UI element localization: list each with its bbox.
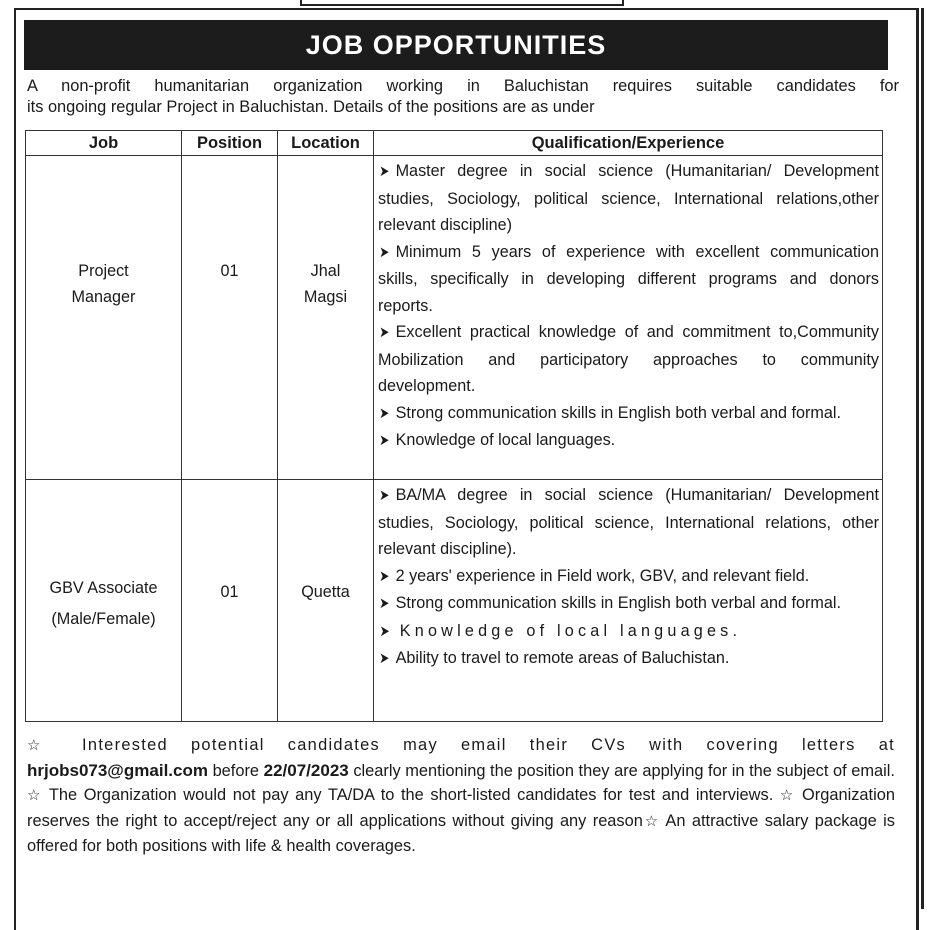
arrow-bullet-icon: ➤ [379,595,390,612]
instructions-text: Interested potential candidates may email their CVs with covering letters at [82,736,896,754]
instructions-text: before [212,761,260,780]
list-item-text: Knowledge of local languages. [395,431,616,449]
instructions-line-1 [27,733,895,759]
arrow-bullet-icon: ➤ [379,243,390,261]
list-item [378,645,879,673]
star-outline-icon: ☆ [27,737,59,754]
page-title [24,20,888,70]
header-position: Position [182,131,278,156]
job-title-line: GBV Associate [49,578,158,597]
list-item-text: Ability to travel to remote areas of Baluchistan. [395,649,730,667]
list-item-text: Excellent practical knowledge of and commitment to,Community Mobilization and participatory approaches to community development. [378,323,879,395]
list-item [378,427,879,455]
list-item-text: Minimum 5 years of experience with excellent communication skills, specifically in developing different programs and donors reports. [378,242,879,315]
intro-line-1: A non-profit humanitarian organization working in Baluchistan requires suitable candidates for [27,77,899,95]
contact-email: hrjobs073@gmail.com [27,760,208,780]
list-item [378,618,879,646]
qualification-cell [374,156,883,480]
arrow-bullet-icon: ➤ [379,650,390,667]
job-title-line: Manager [71,287,136,306]
job-title-cell [26,156,182,480]
positions-table [25,130,883,722]
table-row [26,156,883,480]
list-item-text: BA/MA degree in social science (Humanitarian/ Development studies, Sociology, political science, International relations, other relevant discipline). [378,486,879,558]
list-item-text: 2 years' experience in Field work, GBV, and relevant field. [395,566,810,585]
header-location: Location [278,131,374,156]
instructions-text: An attractive salary package is offered for both positions with life & health coverages. [27,811,895,856]
header-job: Job [26,131,182,156]
star-outline-icon: ☆ [642,812,660,830]
job-title-cell [26,480,182,722]
list-item [378,400,879,428]
position-count: 01 [220,261,239,280]
instructions-text: Organization reserves the right to accept/reject any or all applications without giving any reason [27,786,895,830]
page-title-text: JOB OPPORTUNITIES [305,29,607,60]
arrow-bullet-icon: ➤ [379,487,390,504]
list-item [378,158,879,239]
intro-paragraph [27,76,899,118]
table-header-row [26,131,883,156]
location-line: Magsi [303,287,348,306]
list-item [378,239,879,320]
instructions-text: The Organization would not pay any TA/DA to the short-listed candidates for test and interviews. [48,786,774,805]
ad-frame-edge [921,8,924,909]
arrow-bullet-icon: ➤ [379,432,390,449]
list-item [378,590,879,618]
list-item-text: Knowledge of local languages. [399,621,742,640]
list-item [378,482,879,563]
header-qualification: Qualification/Experience [374,131,883,156]
star-outline-icon: ☆ [779,787,796,805]
job-title-line: Project [78,261,129,280]
application-instructions [27,733,895,859]
application-deadline: 22/07/2023 [263,760,349,780]
arrow-bullet-icon: ➤ [379,404,390,422]
arrow-bullet-icon: ➤ [379,324,390,341]
list-item [378,319,879,400]
star-outline-icon: ☆ [27,787,43,805]
qualification-list [378,482,879,673]
location-line: Quetta [301,582,350,601]
list-item-text: Strong communication skills in English both verbal and formal. [395,594,841,612]
location-line: Jhal [310,261,341,280]
arrow-bullet-icon: ➤ [379,567,390,585]
qualification-cell [374,480,883,722]
arrow-bullet-icon: ➤ [379,163,390,180]
instructions-text: clearly mentioning the position they are applying for in the subject of email. [353,761,895,780]
list-item [378,563,879,591]
position-count-cell [182,480,278,722]
list-item-text: Master degree in social science (Humanitarian/ Development studies, Sociology, political science, International relations,other relevant discipline) [378,162,879,234]
table-row [26,480,883,722]
position-count: 01 [220,582,239,601]
arrow-bullet-icon: ➤ [379,622,394,640]
frame-top-border [300,0,624,6]
job-title-line: (Male/Female) [51,609,156,628]
position-count-cell [182,156,278,480]
list-item-text: Strong communication skills in English both verbal and formal. [395,403,841,422]
location-cell [278,480,374,722]
qualification-list [378,158,879,455]
location-cell [278,156,374,480]
intro-line-2: its ongoing regular Project in Baluchistan. Details of the positions are as under [27,98,595,116]
